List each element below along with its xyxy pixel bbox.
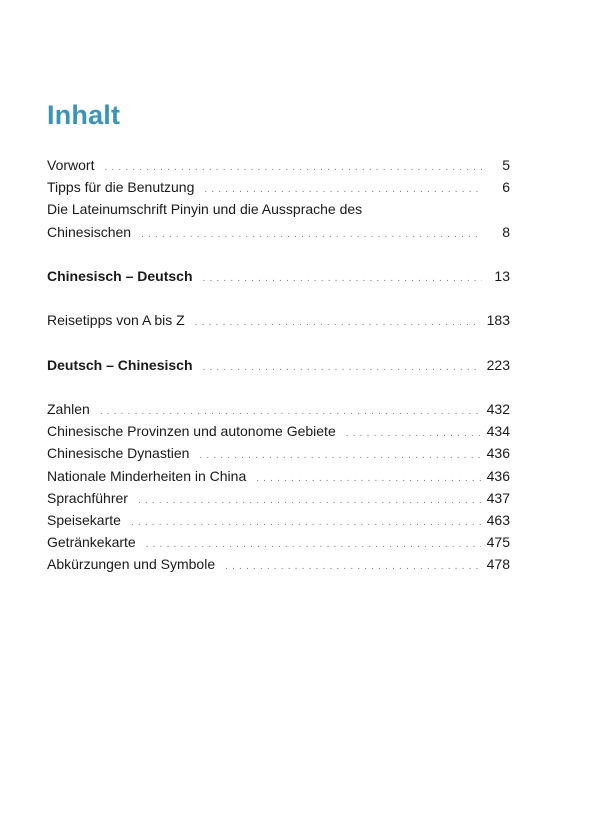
- toc-entry-pinyin-line2[interactable]: [47, 221, 510, 243]
- dot-leader: [256, 468, 480, 490]
- toc-entry-getraenkekarte[interactable]: [47, 531, 510, 553]
- toc-entry-label: Die Lateinumschrift Pinyin und die Aussprache des: [47, 201, 363, 218]
- toc-page-number: 478: [486, 556, 510, 573]
- table-of-contents: [47, 154, 510, 576]
- toc-entry-minderheiten[interactable]: [47, 465, 510, 487]
- toc-entry-zahlen[interactable]: [47, 398, 510, 420]
- toc-entry-sprachfuehrer[interactable]: [47, 487, 510, 509]
- toc-page-number: 475: [486, 534, 510, 551]
- toc-page-number: 437: [486, 489, 510, 506]
- toc-page-number: 8: [502, 223, 510, 240]
- dot-leader: [195, 312, 481, 334]
- toc-page-number: 463: [486, 512, 510, 528]
- section-spacer: [47, 243, 510, 265]
- toc-entry-label: Chinesische Provinzen und autonome Gebiete: [47, 423, 336, 440]
- toc-entry-label: Vorwort: [47, 157, 95, 173]
- section-spacer: [47, 287, 510, 309]
- toc-entry-label: Speisekarte: [47, 512, 121, 528]
- toc-page-number: 6: [502, 179, 510, 196]
- toc-page-number: 13: [494, 267, 510, 284]
- dot-leader: [203, 268, 483, 290]
- toc-entry-dynastien[interactable]: [47, 442, 510, 464]
- dot-leader: [138, 490, 481, 512]
- toc-entry-deutsch-chinesisch[interactable]: [47, 354, 510, 376]
- toc-page-number: 436: [486, 445, 510, 462]
- toc-page-number: 436: [486, 467, 510, 484]
- toc-entry-reisetipps[interactable]: [47, 309, 510, 331]
- toc-entry-label: Getränkekarte: [47, 534, 136, 551]
- toc-entry-label: Tipps für die Benutzung: [47, 179, 195, 196]
- toc-entry-abkuerzungen[interactable]: [47, 553, 510, 575]
- toc-page-number: 223: [486, 356, 510, 373]
- toc-entry-provinzen[interactable]: [47, 420, 510, 442]
- toc-entry-pinyin-line1[interactable]: [47, 198, 510, 220]
- dot-leader: [225, 556, 481, 578]
- toc-entry-tipps[interactable]: [47, 176, 510, 198]
- dot-leader: [346, 423, 481, 445]
- dot-leader: [131, 512, 481, 534]
- dot-leader: [203, 357, 481, 379]
- toc-entry-chinesisch-deutsch[interactable]: [47, 265, 510, 287]
- dot-leader: [141, 224, 482, 246]
- toc-page-number: 432: [486, 401, 510, 418]
- toc-entry-vorwort[interactable]: [47, 154, 510, 176]
- page-title: Inhalt: [47, 100, 121, 130]
- toc-entry-label: Reisetipps von A bis Z: [47, 312, 185, 329]
- toc-entry-label: Nationale Minderheiten in China: [47, 467, 247, 484]
- toc-entry-label: Zahlen: [47, 401, 90, 418]
- toc-page-number: 183: [486, 312, 510, 329]
- toc-page-number: 5: [502, 157, 510, 173]
- toc-entry-label: Abkürzungen und Symbole: [47, 556, 216, 573]
- toc-page-number: 434: [486, 423, 510, 440]
- section-spacer: [47, 376, 510, 398]
- toc-entry-speisekarte[interactable]: [47, 509, 510, 531]
- toc-entry-label: Deutsch – Chinesisch: [47, 356, 193, 373]
- toc-entry-label: Chinesische Dynastien: [47, 445, 190, 462]
- section-spacer: [47, 332, 510, 354]
- toc-entry-label: Chinesisch – Deutsch: [47, 267, 193, 284]
- toc-entry-label: Chinesischen: [47, 223, 132, 240]
- toc-entry-label: Sprachführer: [47, 489, 128, 506]
